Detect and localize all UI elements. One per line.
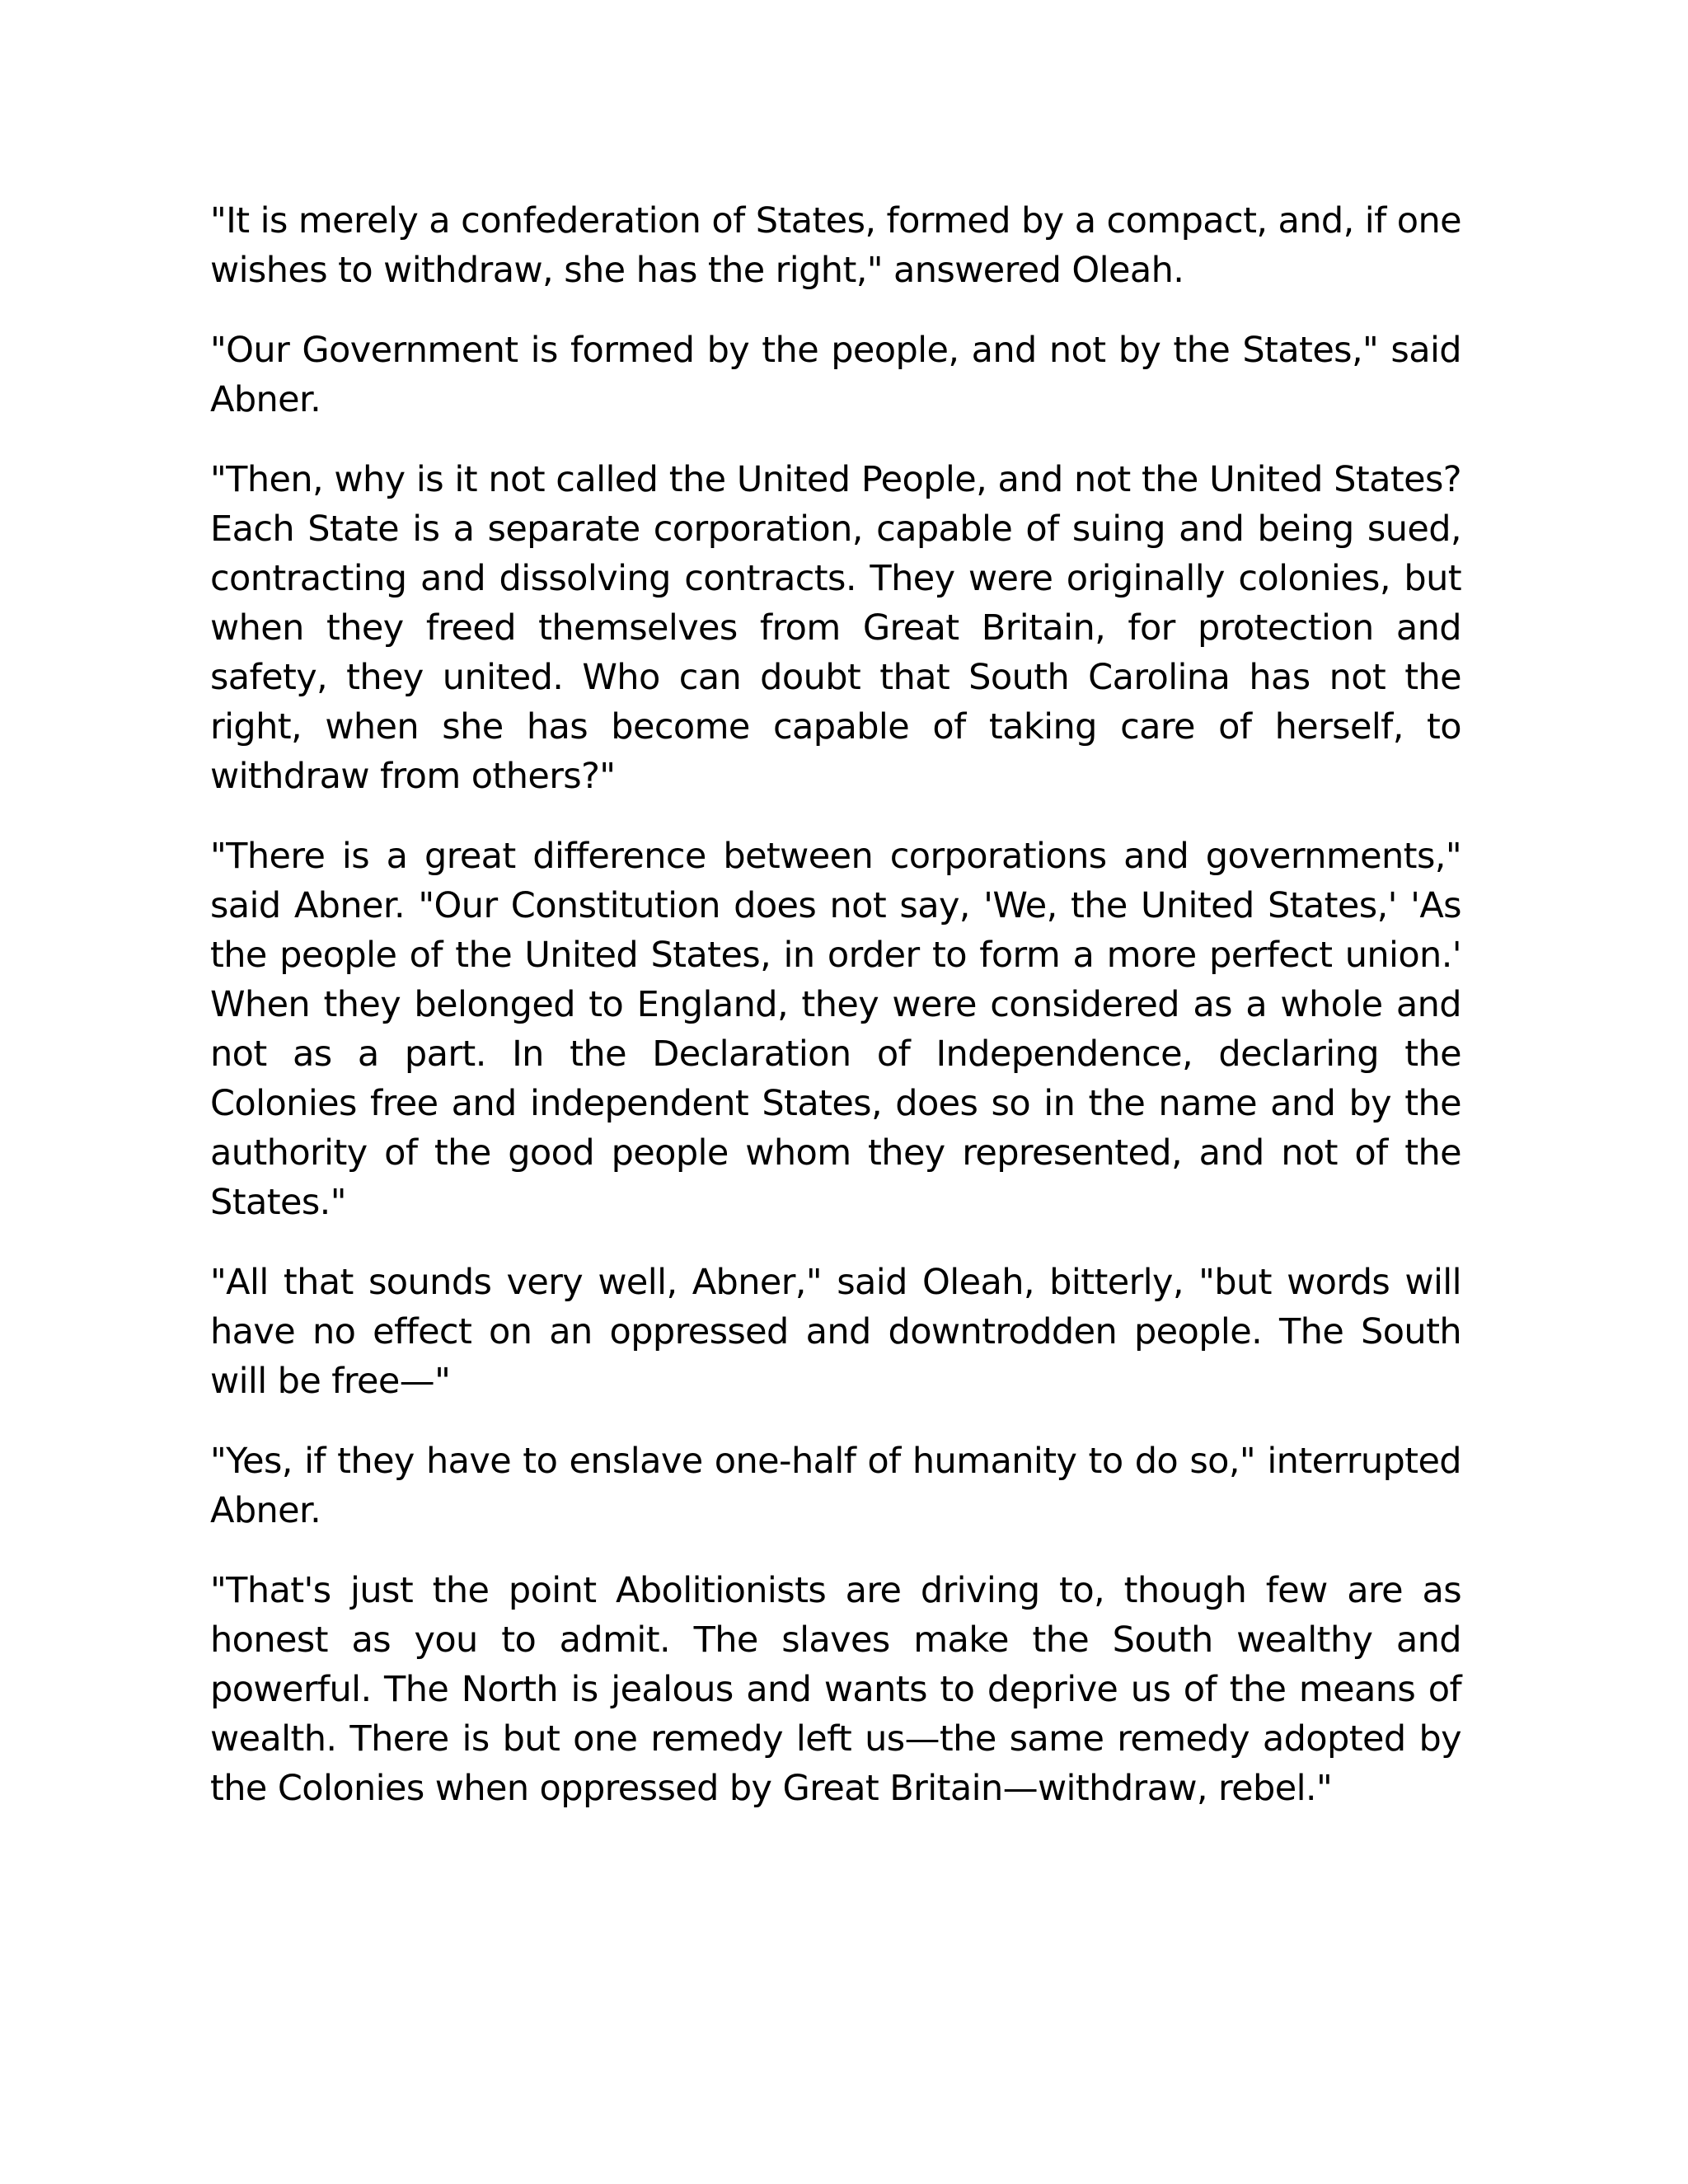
paragraph: "There is a great difference between corporations and governments," said Abner. "Our Constitution does not say, 'We, the United States,' 'As the people of the United States, in order to form a more perfect union.' When they belonged to England, they were considered as a whole and not as a part. In the Declaration of Independence, declaring the Colonies free and independent States, does so in the name and by the authority of the good people whom they represented, and not of the States." [210,836,1461,1223]
paragraph: "Then, why is it not called the United People, and not the United States? Each State is a separate corporation, capable of suing and being sued, contracting and dissolving contracts. They were originally colonies, but when they freed themselves from Great Britain, for protection and safety, they united. Who can doubt that South Carolina has not the right, when she has become capable of taking care of herself, to withdraw from others?" [210,459,1461,797]
paragraph: "Our Government is formed by the people, and not by the States," said Abner. [210,330,1461,420]
paragraph: "It is merely a confederation of States, formed by a compact, and, if one wishes to withdraw, she has the right," answered Oleah. [210,200,1461,291]
document-page [210,196,1461,1844]
paragraph: "Yes, if they have to enslave one-half of humanity to do so," interrupted Abner. [210,1441,1461,1531]
paragraph: "That's just the point Abolitionists are driving to, though few are as honest as you to admit. The slaves make the South wealthy and powerful. The North is jealous and wants to deprive us of the means of wealth. There is but one remedy left us—the same remedy adopted by the Colonies when oppressed by Great Britain—withdraw, rebel." [210,1570,1461,1809]
paragraph: "All that sounds very well, Abner," said Oleah, bitterly, "but words will have no effect on an oppressed and downtrodden people. The South will be free—" [210,1262,1461,1402]
